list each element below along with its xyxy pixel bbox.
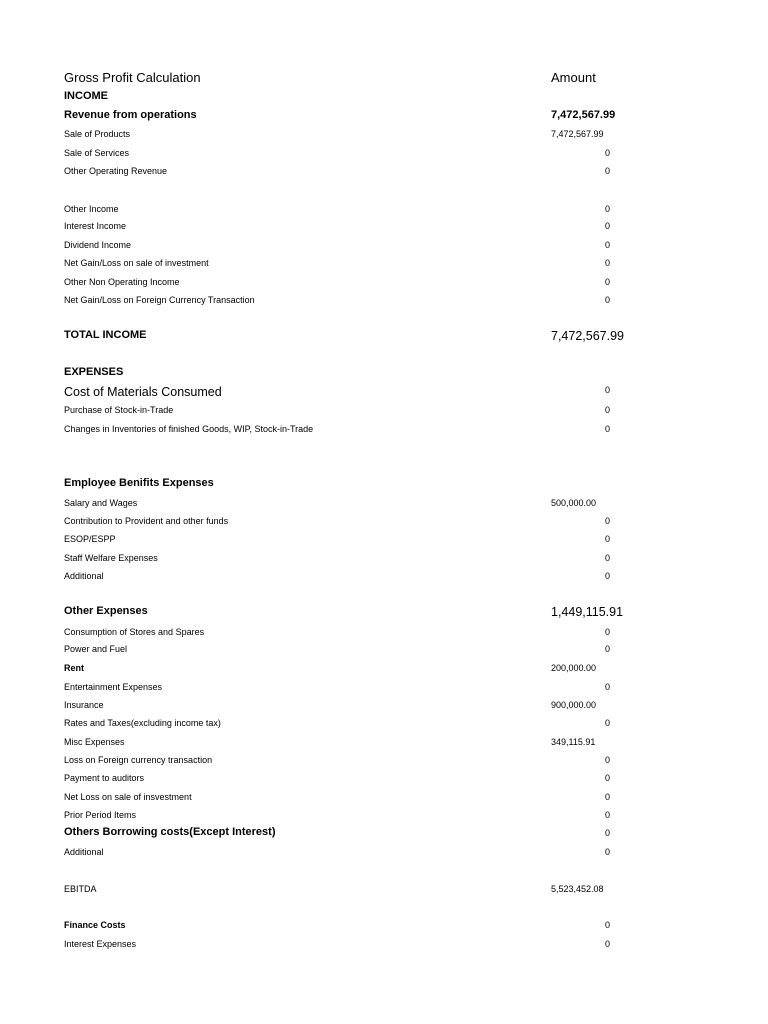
cost-materials-amount: 0 [604, 385, 610, 395]
row-label: Other Income [64, 204, 119, 214]
row-label: Power and Fuel [64, 644, 128, 654]
table-row [64, 682, 624, 700]
row-label: Contribution to Provident and other funds [64, 516, 229, 526]
row-label: Net Gain/Loss on sale of investment [64, 258, 209, 268]
amount-column-header: Amount [551, 70, 596, 85]
row-label: Rent [64, 663, 84, 673]
row-label: Sale of Products [64, 129, 131, 139]
table-row [64, 148, 624, 166]
table-row [64, 240, 624, 258]
row-amount: 0 [604, 148, 610, 158]
row-amount: 349,115.91 [551, 737, 596, 747]
employee-heading: Employee Benifits Expenses [64, 477, 214, 489]
other-expenses-label: Other Expenses [64, 605, 148, 617]
row-amount: 0 [604, 534, 610, 544]
table-row [64, 792, 624, 810]
row-amount: 0 [604, 424, 610, 434]
table-row [64, 534, 624, 552]
table-row [64, 644, 624, 662]
row-amount: 0 [604, 295, 610, 305]
row-label: Loss on Foreign currency transaction [64, 755, 213, 765]
row-amount: 0 [604, 810, 610, 820]
row-amount: 0 [604, 773, 610, 783]
finance-costs-amount: 0 [604, 920, 610, 930]
total-income-amount: 7,472,567.99 [551, 329, 624, 343]
finance-costs-row [64, 920, 624, 938]
row-amount: 0 [604, 847, 610, 857]
page-title: Gross Profit Calculation [64, 70, 201, 85]
row-label: Net Loss on sale of insvestment [64, 792, 192, 802]
ebitda-amount: 5,523,452.08 [551, 884, 604, 894]
cost-materials-row [64, 385, 624, 403]
table-row [64, 516, 624, 534]
row-label: Prior Period Items [64, 810, 137, 820]
row-label: Insurance [64, 700, 104, 710]
table-row [64, 405, 624, 423]
row-label: ESOP/ESPP [64, 534, 116, 544]
table-row [64, 571, 624, 589]
borrowing-costs-label: Others Borrowing costs(Except Interest) [64, 826, 276, 838]
table-row [64, 166, 624, 184]
row-label: Dividend Income [64, 240, 132, 250]
row-amount: 900,000.00 [551, 700, 597, 710]
row-amount: 0 [604, 277, 610, 287]
row-amount: 0 [604, 755, 610, 765]
row-label: Purchase of Stock-in-Trade [64, 405, 174, 415]
borrowing-costs-row [64, 826, 624, 844]
row-amount: 0 [604, 240, 610, 250]
income-heading: INCOME [64, 90, 108, 102]
expenses-heading-row [64, 366, 624, 384]
table-row [64, 755, 624, 773]
borrowing-costs-amount: 0 [604, 828, 610, 838]
total-income-label: TOTAL INCOME [64, 329, 147, 341]
row-label: Misc Expenses [64, 737, 125, 747]
table-row [64, 277, 624, 295]
row-label: Rates and Taxes(excluding income tax) [64, 718, 221, 728]
table-row [64, 498, 624, 516]
expenses-heading: EXPENSES [64, 366, 124, 378]
row-amount: 0 [604, 571, 610, 581]
row-amount: 0 [604, 682, 610, 692]
employee-heading-row [64, 477, 624, 495]
revenue-amount: 7,472,567.99 [551, 109, 616, 121]
ebitda-label: EBITDA [64, 884, 97, 894]
table-row [64, 663, 624, 681]
finance-costs-label: Finance Costs [64, 920, 126, 930]
row-amount: 0 [604, 204, 610, 214]
table-row [64, 129, 624, 147]
other-expenses-row [64, 605, 624, 623]
row-label: Entertainment Expenses [64, 682, 163, 692]
table-row [64, 773, 624, 791]
table-row [64, 221, 624, 239]
row-amount: 0 [604, 644, 610, 654]
table-row [64, 295, 624, 313]
row-label: Other Non Operating Income [64, 277, 180, 287]
table-row [64, 939, 624, 957]
table-row [64, 700, 624, 718]
row-label: Additional [64, 571, 104, 581]
row-amount: 0 [604, 258, 610, 268]
other-expenses-amount: 1,449,115.91 [551, 605, 624, 619]
row-amount: 0 [604, 939, 610, 949]
row-label: Changes in Inventories of finished Goods, WIP, Stock-in-Trade [64, 424, 314, 434]
row-amount: 0 [604, 718, 610, 728]
row-amount: 0 [604, 516, 610, 526]
row-amount: 0 [604, 627, 610, 637]
row-label: Consumption of Stores and Spares [64, 627, 205, 637]
row-label: Net Gain/Loss on Foreign Currency Transaction [64, 295, 255, 305]
table-row [64, 847, 624, 865]
cost-materials-label: Cost of Materials Consumed [64, 385, 222, 399]
table-row [64, 553, 624, 571]
row-amount: 0 [604, 166, 610, 176]
table-row [64, 424, 624, 442]
row-amount: 0 [604, 792, 610, 802]
income-heading-row [64, 90, 624, 108]
row-amount: 7,472,567.99 [551, 129, 604, 139]
row-amount: 0 [604, 553, 610, 563]
row-amount: 0 [604, 405, 610, 415]
row-label: Interest Expenses [64, 939, 137, 949]
row-label: Staff Welfare Expenses [64, 553, 158, 563]
row-amount: 500,000.00 [551, 498, 597, 508]
row-label: Salary and Wages [64, 498, 138, 508]
total-income-row [64, 329, 624, 347]
table-row [64, 718, 624, 736]
revenue-row [64, 109, 624, 127]
table-row [64, 737, 624, 755]
header-row [64, 70, 624, 88]
row-amount: 0 [604, 221, 610, 231]
row-label: Additional [64, 847, 104, 857]
table-row [64, 627, 624, 645]
ebitda-row [64, 884, 624, 902]
row-amount: 200,000.00 [551, 663, 597, 673]
table-row [64, 258, 624, 276]
revenue-label: Revenue from operations [64, 109, 197, 121]
row-label: Other Operating Revenue [64, 166, 168, 176]
row-label: Interest Income [64, 221, 127, 231]
row-label: Payment to auditors [64, 773, 145, 783]
row-label: Sale of Services [64, 148, 130, 158]
table-row [64, 204, 624, 222]
